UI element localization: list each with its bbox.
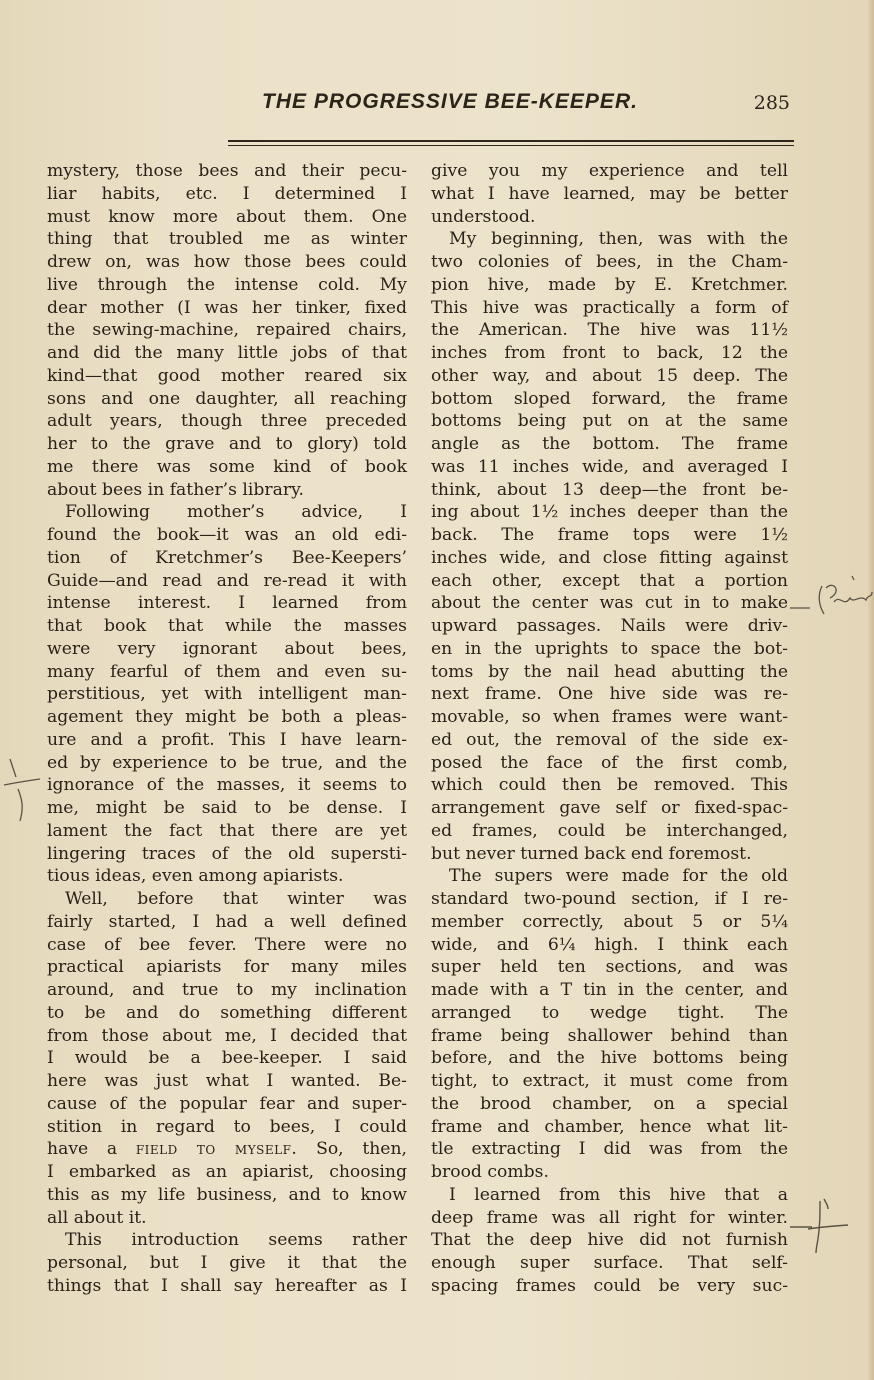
text-line: enough super surface. That self-: [431, 1253, 788, 1273]
header-rule-bottom: [228, 145, 794, 146]
text-line: was 11 inches wide, and averaged I: [431, 456, 788, 477]
text-line: I would be a bee-keeper. I said: [47, 1048, 407, 1069]
text-line: things that I shall say hereafter as I: [47, 1275, 407, 1296]
text-line: tious ideas, even among apiarists.: [47, 866, 344, 887]
text-line: movable, so when frames were want-: [431, 707, 788, 727]
text-line: ed frames, could be interchanged,: [431, 820, 788, 841]
text-line: liar habits, etc. I determined I: [47, 183, 407, 204]
left-column: [47, 160, 407, 1298]
text-line: posed the face of the first comb,: [431, 752, 788, 773]
page-edge: [868, 0, 874, 1380]
right-column: [431, 160, 788, 1298]
text-line: wide, and 6¼ high. I think each: [431, 934, 788, 955]
header-rule-top: [228, 140, 794, 142]
text-line: to be and do something different: [47, 1002, 407, 1023]
text-line: the American. The hive was 11½: [431, 320, 788, 341]
text-line: sons and one daughter, all reaching: [47, 388, 407, 409]
text-line: frame being shallower behind than: [431, 1025, 788, 1046]
text-line: I embarked as an apiarist, choosing: [47, 1162, 407, 1182]
text-line: ignorance of the masses, it seems to: [47, 775, 407, 796]
text-line: bottoms being put on at the same: [431, 411, 788, 432]
text-line: ure and a profit. This I have learn-: [47, 729, 407, 750]
text-line: brood combs.: [431, 1162, 549, 1182]
text-line: Following mother’s advice, I: [65, 502, 407, 523]
text-line: This introduction seems rather: [65, 1230, 407, 1251]
text-line: live through the intense cold. My: [47, 274, 407, 295]
text-line: intense interest. I learned from: [47, 593, 407, 614]
text-line: found the book—it was an old edi-: [47, 525, 407, 545]
text-line: ing about 1½ inches deeper than the: [431, 502, 788, 523]
text-line: dear mother (I was her tinker, fixed: [47, 297, 407, 318]
text-line: around, and true to my inclination: [47, 980, 407, 1000]
text-line: give you my experience and tell: [431, 161, 788, 181]
text-line: That the deep hive did not furnish: [431, 1230, 788, 1251]
text-line: perstitious, yet with intelligent man-: [47, 684, 407, 705]
text-line: from those about me, I decided that: [47, 1025, 407, 1046]
text-line: back. The frame tops were 1½: [431, 525, 788, 545]
text-line: this as my life business, and to know: [47, 1184, 407, 1205]
text-line: ed by experience to be true, and the: [47, 752, 407, 773]
margin-bracket-mark: [0, 755, 46, 835]
text-line: personal, but I give it that the: [47, 1253, 407, 1273]
text-line: cause of the popular fear and super-: [47, 1093, 407, 1114]
text-line: frame and chamber, hence what lit-: [431, 1116, 788, 1137]
text-line: each other, except that a portion: [431, 570, 788, 591]
text-line: deep frame was all right for winter.: [431, 1207, 788, 1228]
text-line: all about it.: [47, 1207, 147, 1228]
text-line: super held ten sections, and was: [431, 957, 788, 978]
text-line: angle as the bottom. The frame: [431, 434, 788, 454]
text-line: me, might be said to be dense. I: [47, 798, 407, 818]
text-line: upward passages. Nails were driv-: [431, 616, 788, 636]
text-line: here was just what I wanted. Be-: [47, 1071, 407, 1091]
text-line: about bees in father’s library.: [47, 479, 304, 500]
text-line: The supers were made for the old: [449, 866, 788, 887]
text-line: I learned from this hive that a: [449, 1184, 788, 1205]
text-line: spacing frames could be very suc-: [431, 1275, 788, 1296]
text-line: agement they might be both a pleas-: [47, 707, 407, 727]
text-line: lingering traces of the old supersti-: [47, 843, 407, 864]
text-line: stition in regard to bees, I could: [47, 1116, 407, 1137]
text-line: arranged to wedge tight. The: [431, 1002, 788, 1023]
text-line: must know more about them. One: [47, 206, 407, 227]
text-line: fairly started, I had a well defined: [47, 911, 407, 932]
text-line: toms by the nail head abutting the: [431, 661, 788, 682]
text-line: inches from front to back, 12 the: [431, 343, 788, 363]
text-line: inches wide, and close fitting against: [431, 547, 788, 568]
text-line: This hive was practically a form of: [431, 297, 788, 318]
running-header: [30, 90, 790, 124]
text-line: her to the grave and to glory) told: [47, 434, 407, 454]
text-line: were very ignorant about bees,: [47, 638, 407, 659]
text-line: kind—that good mother reared six: [47, 365, 407, 386]
text-line: other way, and about 15 deep. The: [431, 365, 788, 386]
text-line: about the center was cut in to make: [431, 593, 788, 614]
text-line: case of bee fever. There were no: [47, 934, 407, 955]
text-line: made with a T tin in the center, and: [431, 980, 788, 1000]
running-title: THE PROGRESSIVE BEE-KEEPER.: [262, 90, 638, 113]
text-line: two colonies of bees, in the Cham-: [431, 252, 788, 272]
text-line: thing that troubled me as winter: [47, 229, 407, 250]
page-number: 285: [753, 92, 790, 114]
text-line: practical apiarists for many miles: [47, 957, 407, 978]
text-line: arrangement gave self or fixed-spac-: [431, 798, 788, 818]
text-line: ed out, the removal of the side ex-: [431, 729, 788, 750]
text-line-composite: [47, 1138, 407, 1161]
text-line: tight, to extract, it must come from: [431, 1071, 788, 1091]
text-line: next frame. One hive side was re-: [431, 684, 788, 705]
small-caps-phrase: field to myself.: [135, 1139, 298, 1160]
text-line: bottom sloped forward, the frame: [431, 388, 788, 409]
text-line: think, about 13 deep—the front be-: [431, 479, 788, 500]
text-line: and did the many little jobs of that: [47, 343, 407, 363]
text-line: My beginning, then, was with the: [449, 229, 788, 250]
text-line: lament the fact that there are yet: [47, 820, 407, 841]
text-line: drew on, was how those bees could: [47, 252, 407, 272]
text-line: what I have learned, may be better: [431, 183, 788, 204]
text-line: tle extracting I did was from the: [431, 1139, 788, 1160]
margin-scribble-mark: [790, 572, 874, 622]
text-fragment: have a: [47, 1139, 118, 1160]
text-line: but never turned back end foremost.: [431, 843, 752, 864]
text-line: many fearful of them and even su-: [47, 661, 407, 682]
text-line: me there was some kind of book: [47, 456, 407, 477]
text-line: mystery, those bees and their pecu-: [47, 161, 407, 181]
text-line: standard two-pound section, if I re-: [431, 889, 788, 909]
text-line: en in the uprights to space the bot-: [431, 638, 788, 659]
text-line: Well, before that winter was: [65, 889, 407, 909]
text-fragment: So, then,: [316, 1139, 408, 1160]
text-line: pion hive, made by E. Kretchmer.: [431, 274, 788, 295]
text-line: tion of Kretchmer’s Bee-Keepers’: [47, 547, 407, 568]
text-line: which could then be removed. This: [431, 775, 788, 796]
text-line: the sewing-machine, repaired chairs,: [47, 320, 407, 341]
text-line: member correctly, about 5 or 5¼: [431, 911, 788, 932]
margin-cross-mark: [790, 1195, 860, 1265]
text-line: adult years, though three preceded: [47, 411, 407, 432]
text-line: before, and the hive bottoms being: [431, 1048, 788, 1069]
text-line: understood.: [431, 206, 536, 227]
text-line: that book that while the masses: [47, 616, 407, 636]
text-line: the brood chamber, on a special: [431, 1093, 788, 1114]
text-line: Guide—and read and re-read it with: [47, 570, 407, 591]
